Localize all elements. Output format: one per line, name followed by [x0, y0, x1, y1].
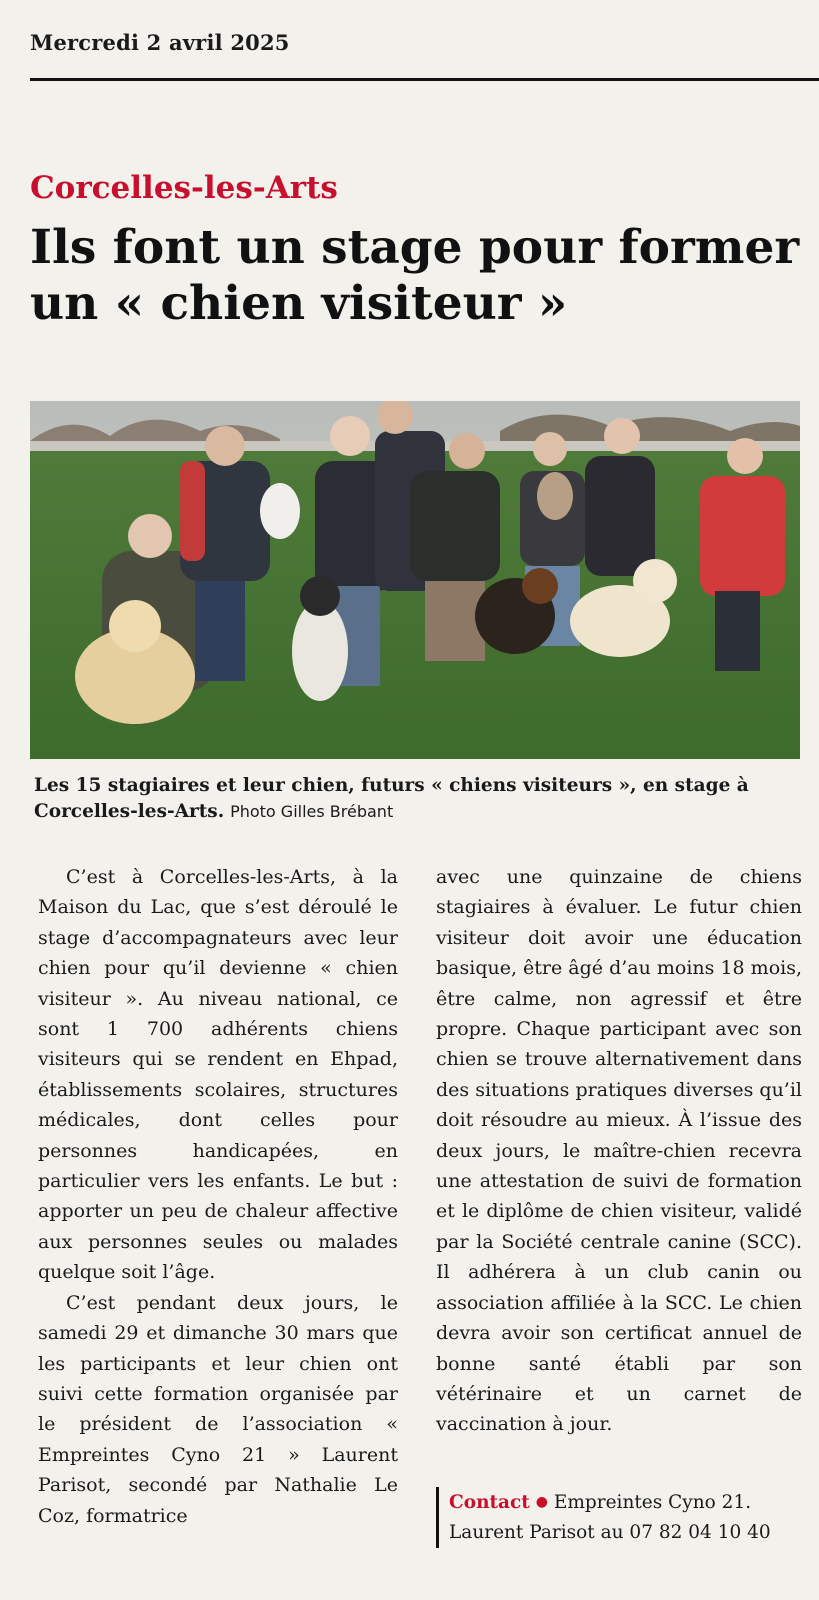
contact-line-1: Empreintes Cyno 21. — [553, 1492, 752, 1513]
group-photo — [30, 401, 800, 759]
bullet-dot-icon: ● — [535, 1494, 548, 1510]
contact-label: Contact — [449, 1492, 530, 1513]
paragraph: C’est à Corcelles-les-Arts, à la Maison du Lac, que s’est déroulé le stage d’accompagnateurs avec leur chien pour qu’il devienne « chien visiteur ». Au niveau national, ce sont 1 700 adhérents chiens visiteurs qui se rendent en Ehpad, établissements scolaires, structures médicales, dont celles pour personnes handicapées, en particulier vers les enfants. Le but : apporter un peu de chaleur affective aux personnes seules ou malades quelque soit l’âge. — [38, 866, 398, 1284]
caption-text: Les 15 stagiaires et leur chien, futurs « chiens visiteurs », en stage à Corcelles-les-Arts. — [34, 775, 749, 822]
locality-label: Corcelles-les-Arts — [30, 170, 338, 206]
contact-line-2: Laurent Parisot au 07 82 04 10 40 — [449, 1522, 771, 1543]
photo-credit: Photo Gilles Brébant — [230, 802, 394, 821]
paragraph: C’est pendant deux jours, le samedi 29 et dimanche 30 mars que les participants et leur chien ont suivi cette formation organisée par le président de l’association « Empreintes Cyno 21 » Laurent Parisot, secondé par Nathalie Le Coz, formatrice — [38, 1291, 398, 1527]
group-photo-dogs-icon — [30, 401, 800, 759]
paragraph: avec une quinzaine de chiens stagiaires à évaluer. Le futur chien visiteur doit avoir une éducation basique, être âgé d’au moins 18 mois, être calme, non agressif et être propre. Chaque participant avec son chien se trouve alternativement dans des situations pratiques diverses qu’il doit résoudre au mieux. À l’issue des deux jours, le maître-chien recevra une attestation de suivi de formation et le diplôme de chien visiteur, validé par la Société centrale canine (SCC). Il adhérera à un club canin ou association affiliée à la SCC. Le chien devra avoir son certificat annuel de bonne santé établi par son vétérinaire et un carnet de vaccination à jour. — [436, 866, 802, 1436]
article-headline: Ils font un stage pour former un « chien visiteur » — [30, 220, 800, 331]
issue-date: Mercredi 2 avril 2025 — [30, 30, 290, 55]
header-rule — [30, 78, 819, 81]
contact-box — [436, 1487, 815, 1548]
article-column-2 — [436, 862, 802, 1440]
article-column-1 — [38, 862, 398, 1531]
photo-caption — [34, 773, 804, 825]
